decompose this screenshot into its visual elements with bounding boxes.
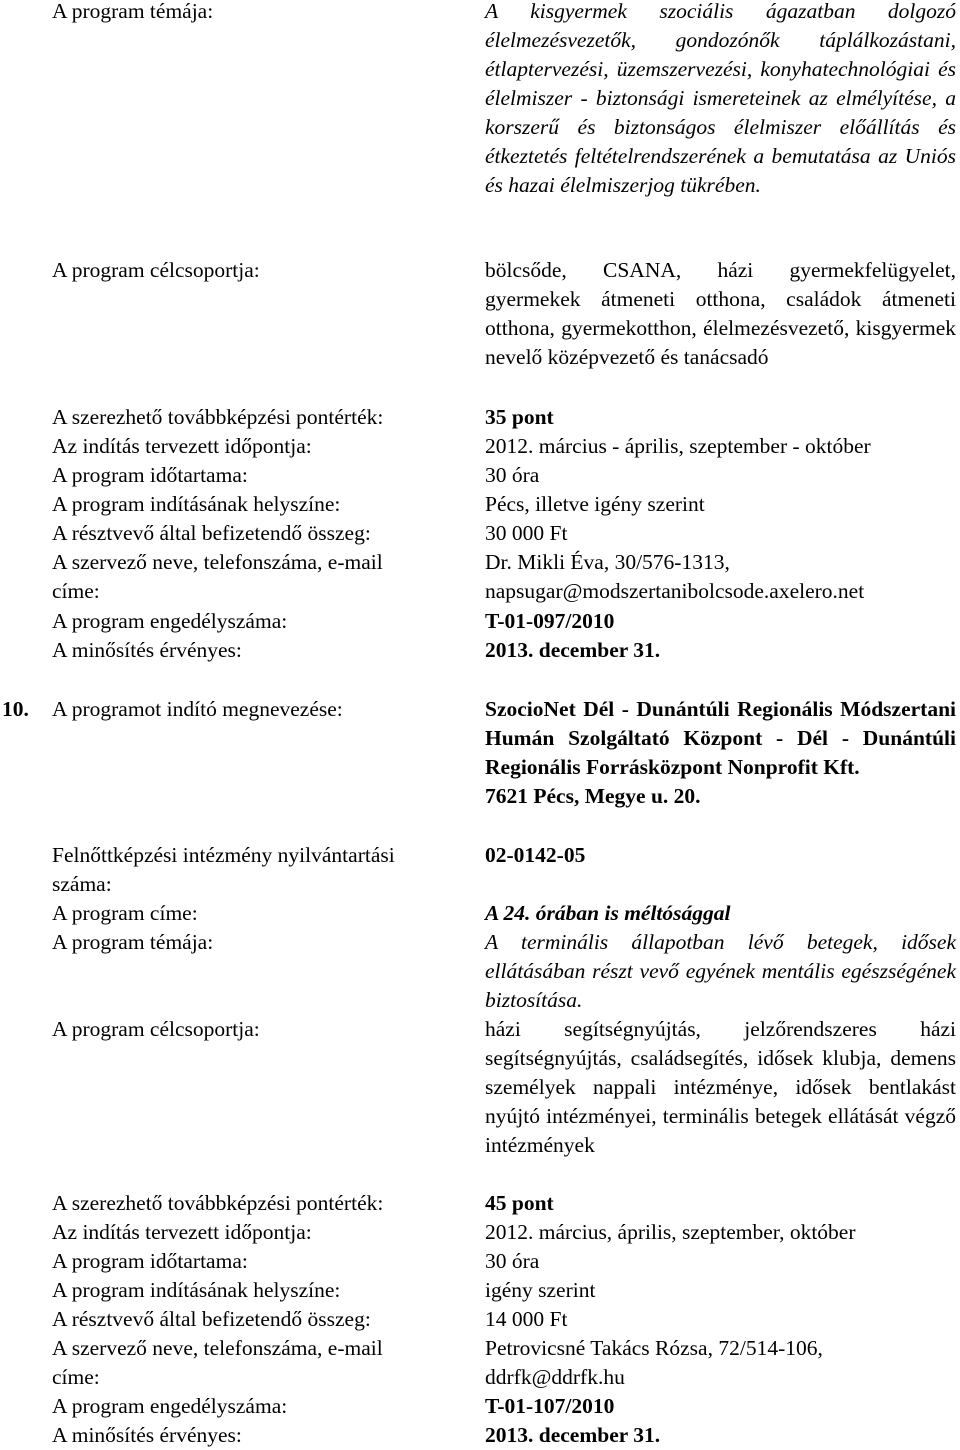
value-szervezo-2 (485, 1334, 956, 1392)
value-helyszin-2: igény szerint (485, 1278, 596, 1302)
value-idotartam: 30 óra (485, 463, 540, 487)
label-program-celcsoport: A program célcsoportja: (52, 258, 260, 282)
label-minosites: A minősítés érvényes: (52, 638, 242, 662)
label-szervezo-line2: címe: (52, 579, 100, 603)
label-program-tema-2: A program témája: (52, 930, 214, 954)
value-program-cim: A 24. órában is méltósággal (485, 901, 731, 925)
value-idotartam-2: 30 óra (485, 1249, 540, 1273)
value-szervezo (485, 548, 956, 606)
value-inditas-idopont-2: 2012. március, április, szeptember, október (485, 1220, 856, 1244)
value-osszeg: 30 000 Ft (485, 521, 568, 545)
value-helyszin: Pécs, illetve igény szerint (485, 492, 705, 516)
label-indito: A programot indító megnevezése: (52, 697, 343, 721)
value-nyilvantartas: 02-0142-05 (485, 843, 586, 867)
label-inditas-idopont: Az indítás tervezett időpontja: (52, 434, 312, 458)
label-szervezo-line1: A szervező neve, telefonszáma, e-mail (52, 550, 383, 574)
value-szervezo-name-phone: Dr. Mikli Éva, 30/576-1313, (485, 550, 730, 574)
label-engedelyszam-2: A program engedélyszáma: (52, 1394, 288, 1418)
value-indito-name: SzocioNet Dél - Dunántúli Regionális Módszertani Humán Szolgáltató Központ - Dél - Dunántúli Regionális Forrásközpont Nonprofit Kft. (485, 697, 956, 779)
value-indito (485, 695, 956, 811)
label-inditas-idopont-2: Az indítás tervezett időpontja: (52, 1220, 312, 1244)
label-osszeg-2: A résztvevő által befizetendő összeg: (52, 1307, 371, 1331)
value-szervezo-2-email: ddrfk@ddrfk.hu (485, 1365, 625, 1389)
label-idotartam: A program időtartama: (52, 463, 248, 487)
label-szervezo-2 (52, 1334, 452, 1392)
label-szervezo-2-line2: címe: (52, 1365, 100, 1389)
label-pontertek-2: A szerezhető továbbképzési pontérték: (52, 1191, 384, 1215)
label-szervezo-2-line1: A szervező neve, telefonszáma, e-mail (52, 1336, 383, 1360)
label-idotartam-2: A program időtartama: (52, 1249, 248, 1273)
label-nyilvantartas-line1: Felnőttképzési intézmény nyilvántartási (52, 843, 395, 867)
value-indito-address: 7621 Pécs, Megye u. 20. (485, 784, 701, 808)
label-pontertek: A szerezhető továbbképzési pontérték: (52, 405, 384, 429)
label-minosites-2: A minősítés érvényes: (52, 1423, 242, 1447)
value-pontertek-2: 45 pont (485, 1191, 554, 1215)
label-nyilvantartas (52, 841, 452, 899)
value-program-tema: A kisgyermek szociális ágazatban dolgozó élelmezésvezetők, gondozónők táplálkozástani, étlaptervezési, üzemszervezési, konyhatechnológiai és élelmiszer - biztonsági ismereteinek az elmélyítése, a korszerű és biztonságos élelmiszer előállítás és étkeztetés feltételrendszerének a bemutatása az Uniós és hazai élelmiszerjog tükrében. (485, 0, 956, 197)
label-program-cim: A program címe: (52, 901, 198, 925)
label-osszeg: A résztvevő által befizetendő összeg: (52, 521, 371, 545)
label-engedelyszam: A program engedélyszáma: (52, 609, 288, 633)
label-program-celcsoport-2: A program célcsoportja: (52, 1017, 260, 1041)
value-osszeg-2: 14 000 Ft (485, 1307, 568, 1331)
value-inditas-idopont: 2012. március - április, szeptember - október (485, 434, 871, 458)
label-helyszin-2: A program indításának helyszíne: (52, 1278, 341, 1302)
value-szervezo-email: napsugar@modszertanibolcsode.axelero.net (485, 579, 865, 603)
label-nyilvantartas-line2: száma: (52, 872, 112, 896)
value-minosites: 2013. december 31. (485, 638, 661, 662)
value-pontertek: 35 pont (485, 405, 554, 429)
value-program-tema-2: A terminális állapotban lévő betegek, idősek ellátásában részt vevő egyének mentális egészségének biztosítása. (485, 930, 956, 1012)
item-number: 10. (2, 697, 29, 721)
value-engedelyszam: T-01-097/2010 (485, 609, 615, 633)
label-program-tema: A program témája: (52, 0, 214, 23)
value-szervezo-2-name-phone: Petrovicsné Takács Rózsa, 72/514-106, (485, 1336, 823, 1360)
label-szervezo (52, 548, 452, 606)
value-engedelyszam-2: T-01-107/2010 (485, 1394, 615, 1418)
value-program-celcsoport: bölcsőde, CSANA, házi gyermekfelügyelet, gyermekek átmeneti otthona, családok átmeneti otthona, gyermekotthon, élelmezésvezető, kisgyermek nevelő középvezető és tanácsadó (485, 258, 956, 369)
label-helyszin: A program indításának helyszíne: (52, 492, 341, 516)
value-program-celcsoport-2: házi segítségnyújtás, jelzőrendszeres házi segítségnyújtás, családsegítés, idősek klubja, demens személyek nappali intézménye, idősek bentlakást nyújtó intézményei, terminális betegek ellátását végző intézmények (485, 1017, 956, 1157)
value-minosites-2: 2013. december 31. (485, 1423, 661, 1447)
